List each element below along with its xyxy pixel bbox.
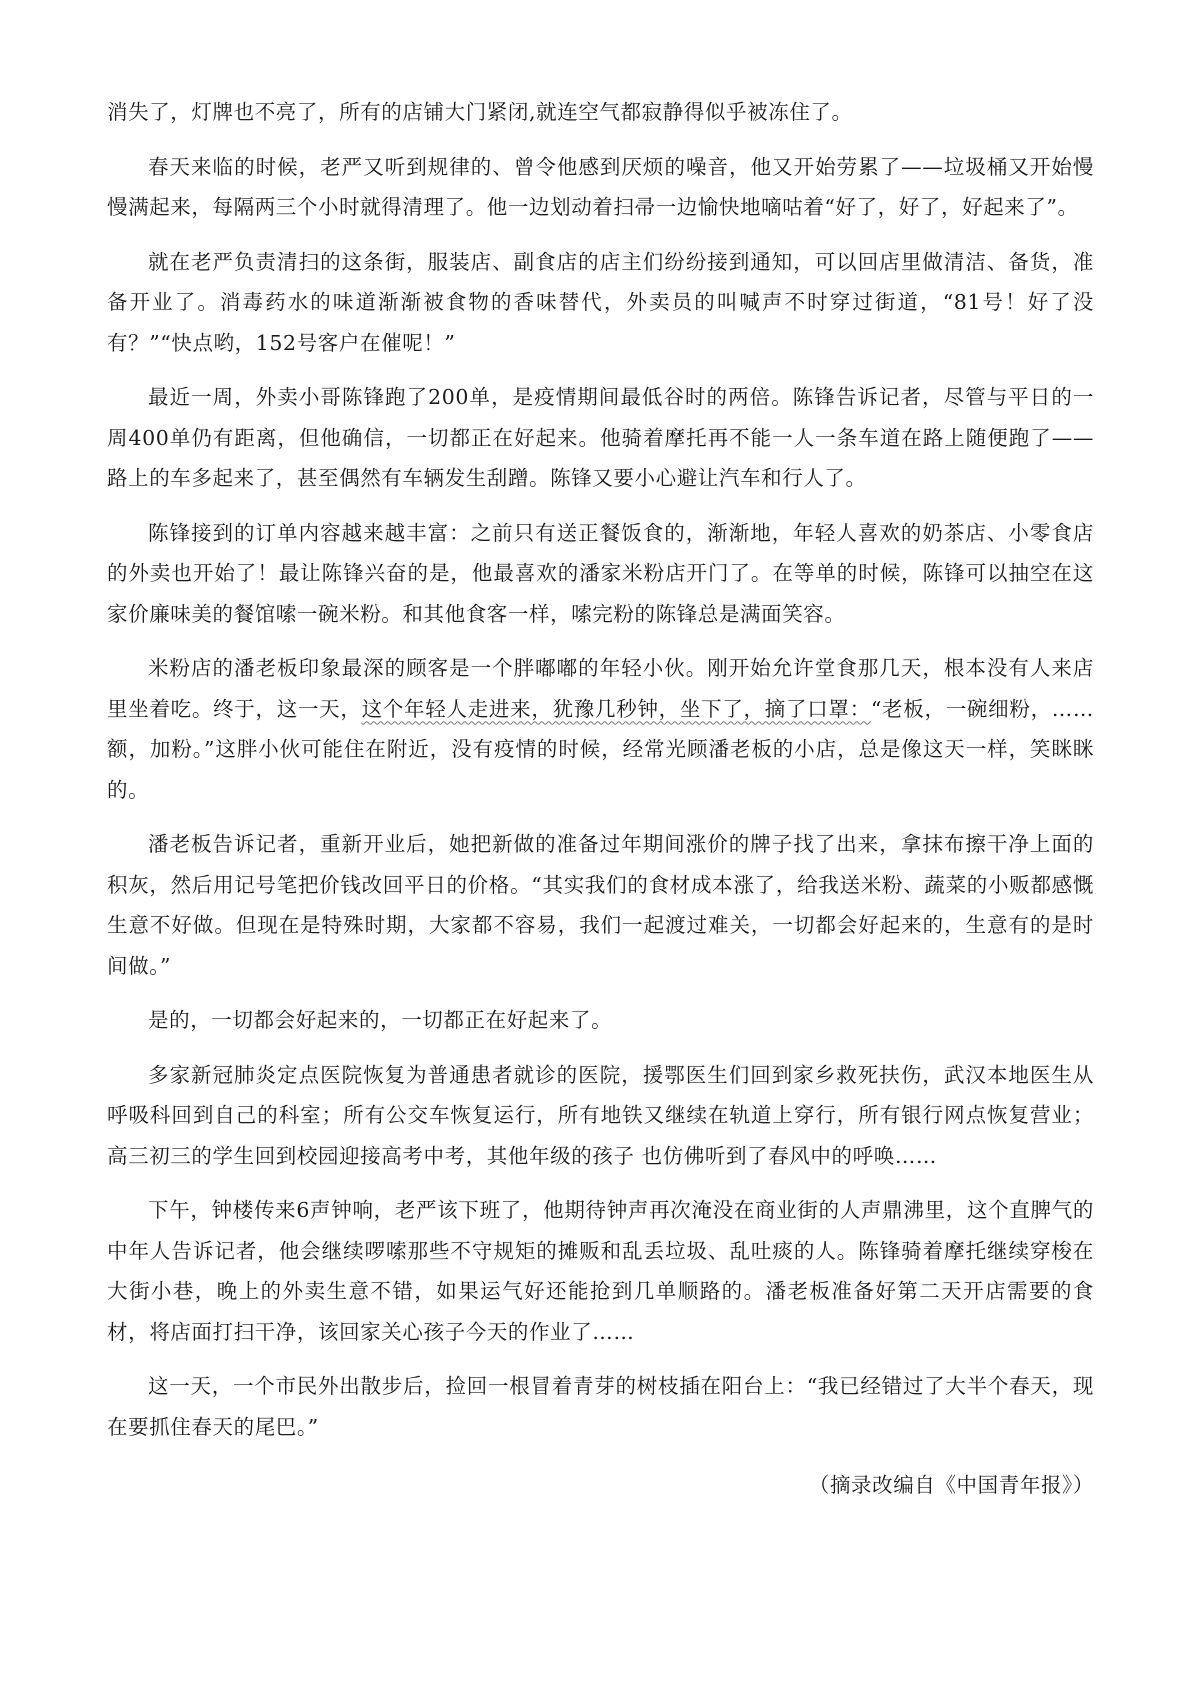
paragraph-5: 陈锋接到的订单内容越来越丰富：之前只有送正餐饭食的，渐渐地，年轻人喜欢的奶茶店、小零食店的外卖也开始了！最让陈锋兴奋的是，他最喜欢的潘家米粉店开门了。在等单的时候，陈锋可以抽空在这家价廉味美的餐馆嗦一碗米粉。和其他食客一样，嗦完粉的陈锋总是满面笑容。 (107, 520, 1094, 626)
paragraph-10: 下午，钟楼传来6声钟响，老严该下班了，他期待钟声再次淹没在商业街的人声鼎沸里，这个直脾气的中年人告诉记者，他会继续啰嗦那些不守规矩的摊贩和乱丢垃圾、乱吐痰的人。陈锋骑着摩托继续穿梭在大街小巷，晚上的外卖生意不错，如果运气好还能抢到几单顺路的。潘老板准备好第二天开店需要的食材，将店面打扫干净，该回家关心孩子今天的作业了…… (107, 1198, 1094, 1344)
paragraph-4: 最近一周，外卖小哥陈锋跑了200单，是疫情期间最低谷时的两倍。陈锋告诉记者，尽管与平日的一周400单仍有距离，但他确信，一切都正在好起来。他骑着摩托再不能一人一条车道在路上随便跑了——路上的车多起来了，甚至偶然有车辆发生刮蹭。陈锋又要小心避让汽车和行人了。 (107, 385, 1094, 490)
paragraph-6-text-after: “老板，一碗细粉，……额，加粉。”这胖小伙可能住在附近，没有疫情的时候，经常光顾潘老板的小店，总是像这天一样，笑眯眯的。 (107, 696, 1094, 802)
source-citation: （摘录改编自《中国青年报》） (808, 1473, 1094, 1497)
paragraph-9: 多家新冠肺炎定点医院恢复为普通患者就诊的医院，援鄂医生们回到家乡救死扶伤，武汉本地医生从呼吸科回到自己的科室；所有公交车恢复运行，所有地铁又继续在轨道上穿行，所有银行网点恢复营业；高三初三的学生回到校园迎接高考中考，其他年级的孩子 也仿佛听到了春风中的呼唤…… (107, 1062, 1094, 1168)
paragraph-7: 潘老板告诉记者，重新开业后，她把新做的准备过年期间涨价的牌子找了出来，拿抹布擦干净上面的积灰，然后用记号笔把价钱改回平日的价格。“其实我们的食材成本涨了，给我送米粉、蔬菜的小贩都感慨生意不好做。但现在是特殊时期，大家都不容易，我们一起渡过难关，一切都会好起来的，生意有的是时间做。” (107, 832, 1094, 978)
underlined-sentence: 这个年轻人走进来，犹豫几秒钟，坐下了，摘了口罩： (361, 696, 871, 721)
paragraph-6 (107, 648, 1094, 810)
paragraph-11: 这一天，一个市民外出散步后，捡回一根冒着青芽的树枝插在阳台上：“我已经错过了大半个春天，现在要抓住春天的尾巴。” (107, 1374, 1094, 1439)
paragraph-6-text-before: 米粉店的潘老板印象最深的顾客是一个胖嘟嘟的年轻小伙。刚开始允许堂食那几天，根本没有人来店里坐着吃。终于，这一天， (107, 656, 1094, 721)
paragraph-1: 消失了，灯牌也不亮了，所有的店铺大门紧闭,就连空气都寂静得似乎被冻住了。 (107, 100, 853, 124)
paragraph-2: 春天来临的时候，老严又听到规律的、曾令他感到厌烦的噪音，他又开始劳累了——垃圾桶又开始慢慢满起来，每隔两三个小时就得清理了。他一边划动着扫帚一边愉快地嘀咕着“好了，好了，好起来了”。 (107, 154, 1094, 219)
article-body (107, 92, 1094, 1505)
paragraph-8: 是的，一切都会好起来的，一切都正在好起来了。 (148, 1008, 613, 1032)
paragraph-3: 就在老严负责清扫的这条街，服装店、副食店的店主们纷纷接到通知，可以回店里做清洁、备货，准备开业了。消毒药水的味道渐渐被食物的香味替代，外卖员的叫喊声不时穿过街道，“81号！好了没有？”“快点哟，152号客户在催呢！” (107, 249, 1094, 355)
